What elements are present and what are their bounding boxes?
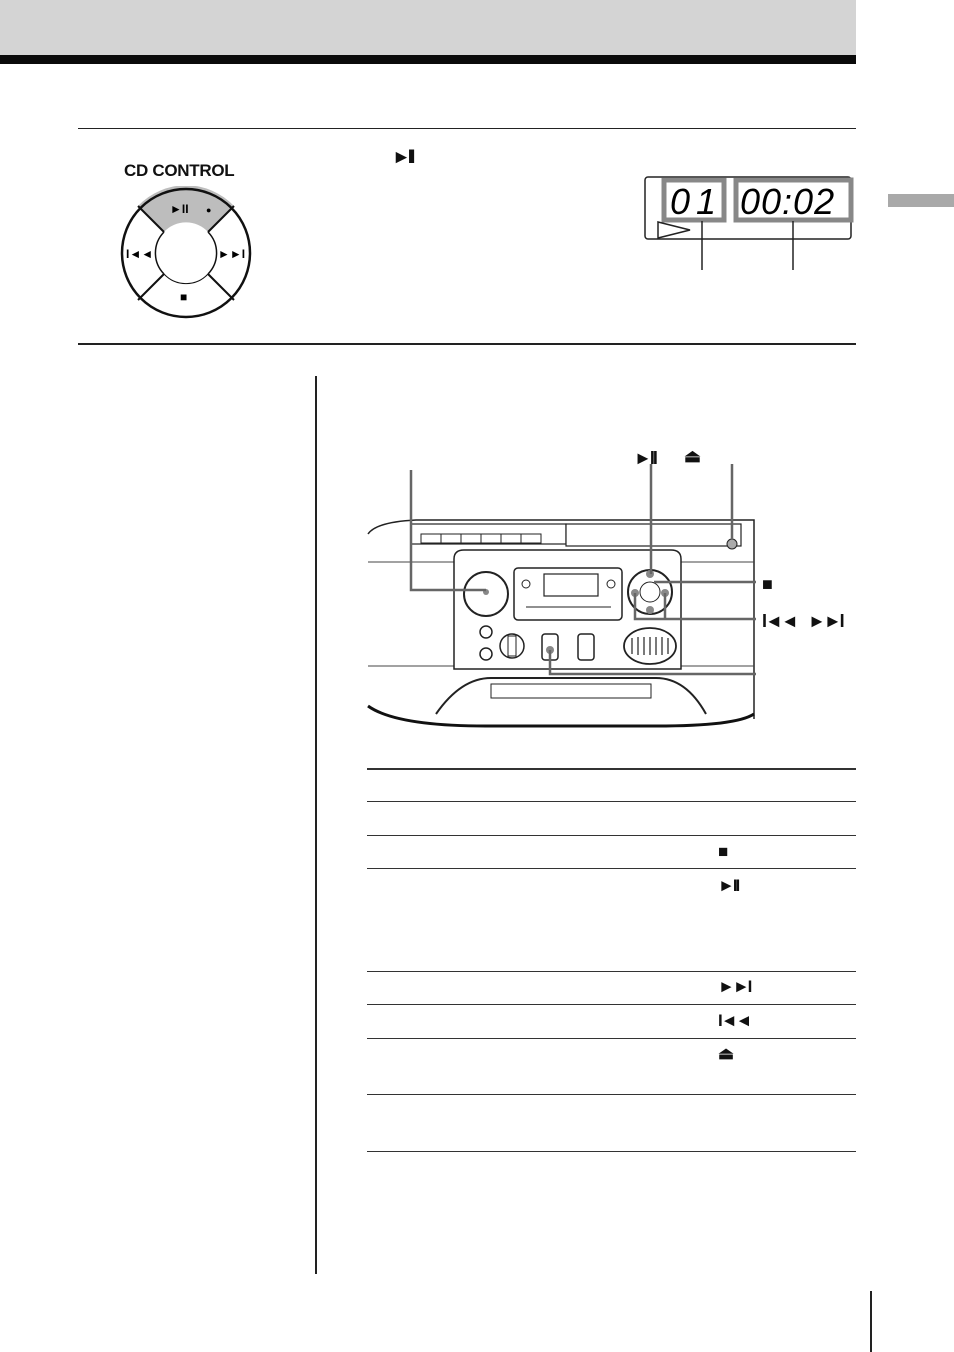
column-divider <box>315 376 317 1274</box>
cd-control-title: CD CONTROL <box>124 161 235 180</box>
stop-label: ■ <box>180 290 188 304</box>
header-band <box>0 0 856 55</box>
prev-track-symbol: I◄◄ <box>718 1011 751 1030</box>
prev-label: I◄◄ <box>126 247 154 261</box>
play-pause-symbol: ►II <box>718 876 739 895</box>
device-illustration <box>366 464 856 734</box>
header-rule <box>0 55 856 64</box>
page-edge-rule <box>870 1291 872 1352</box>
table-row-rule <box>367 971 856 972</box>
eject-symbol: ⏏ <box>718 1044 733 1063</box>
rec-dot-label: ● <box>206 205 212 215</box>
callout-play-pause: ►II <box>634 448 656 468</box>
table-row-rule <box>367 1094 856 1095</box>
play-pause-label: ►II <box>170 202 189 216</box>
cd-control-pad <box>118 186 254 320</box>
lcd-track: 01 <box>670 181 723 222</box>
callout-next: ►►I <box>808 611 843 631</box>
lcd-time: 00:02 <box>740 181 836 222</box>
callout-prev: I◄◄ <box>762 611 797 631</box>
bottom-rule <box>78 343 856 345</box>
callout-stop: ■ <box>762 574 771 594</box>
lcd-display <box>640 170 856 270</box>
table-row-rule <box>367 801 856 802</box>
table-row-rule <box>367 868 856 869</box>
table-row-rule <box>367 835 856 836</box>
table-row-rule <box>367 1038 856 1039</box>
callout-eject: ⏏ <box>684 446 700 466</box>
table-bottom-rule <box>367 1151 856 1152</box>
section-tab <box>888 194 954 207</box>
table-top-rule <box>367 768 856 770</box>
table-row-rule <box>367 1004 856 1005</box>
top-rule <box>78 128 856 129</box>
play-pause-symbol: ►II <box>392 147 413 168</box>
next-track-symbol: ►►I <box>718 977 751 996</box>
next-label: ►►I <box>218 247 246 261</box>
stop-symbol: ■ <box>718 842 727 861</box>
